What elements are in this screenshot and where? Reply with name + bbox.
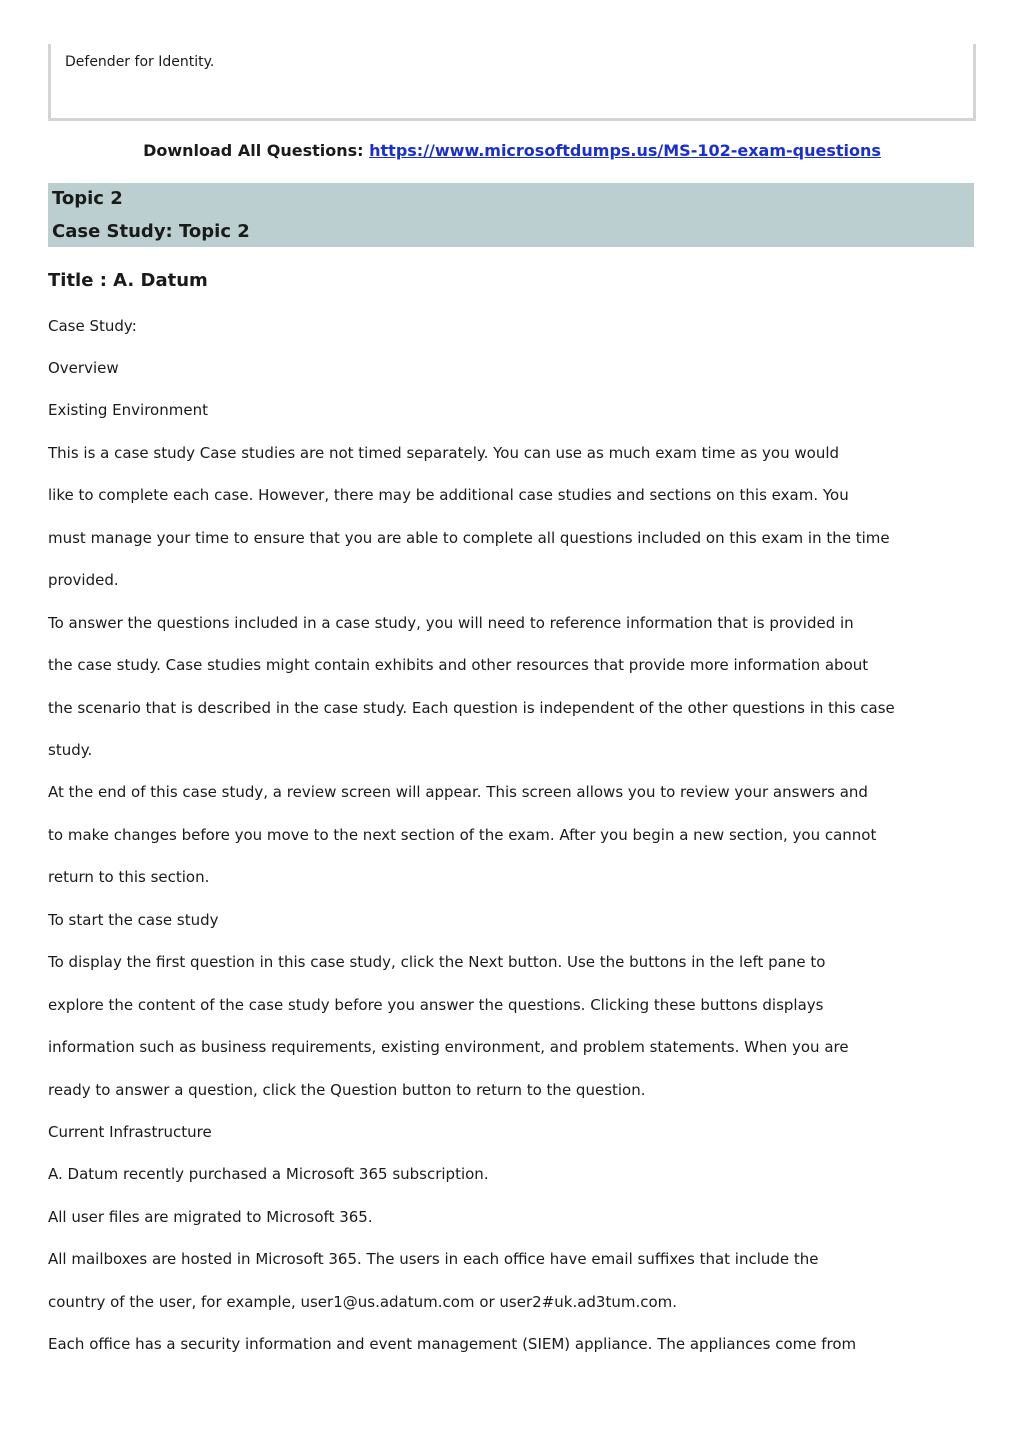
topic-header [48,183,974,247]
body-line: study. [48,741,93,759]
download-label: Download All Questions: [143,141,364,160]
case-study-heading: Case Study: Topic 2 [52,221,250,242]
body-line: All user files are migrated to Microsoft 365. [48,1208,373,1226]
body-line: Case Study: [48,317,137,335]
body-line: Current Infrastructure [48,1123,212,1141]
case-title: Title : A. Datum [48,270,208,291]
previous-answer-text: Defender for Identity. [65,54,215,70]
body-line: explore the content of the case study before you answer the questions. Clicking these buttons displays [48,996,824,1014]
body-line: This is a case study Case studies are not timed separately. You can use as much exam time as you would [48,444,840,462]
body-line: the scenario that is described in the case study. Each question is independent of the other questions in this case [48,699,895,717]
body-line: To answer the questions included in a case study, you will need to reference information that is provided in [48,614,854,632]
body-line: must manage your time to ensure that you are able to complete all questions included on this exam in the time [48,529,890,547]
body-line: like to complete each case. However, there may be additional case studies and sections on this exam. You [48,486,849,504]
download-banner [0,141,1024,161]
body-line: Existing Environment [48,401,208,419]
body-line: ready to answer a question, click the Question button to return to the question. [48,1081,646,1099]
body-line: to make changes before you move to the next section of the exam. After you begin a new section, you cannot [48,826,877,844]
body-line: country of the user, for example, user1@us.adatum.com or user2#uk.ad3tum.com. [48,1293,678,1311]
body-line: At the end of this case study, a review screen will appear. This screen allows you to review your answers and [48,783,868,801]
body-line: A. Datum recently purchased a Microsoft 365 subscription. [48,1165,489,1183]
body-line: To display the first question in this case study, click the Next button. Use the buttons in the left pane to [48,953,826,971]
topic-number: Topic 2 [52,188,123,209]
download-link[interactable]: https://www.microsoftdumps.us/MS-102-exam-questions [369,141,881,160]
body-line: To start the case study [48,911,219,929]
body-line: return to this section. [48,868,210,886]
body-line: Each office has a security information and event management (SIEM) appliance. The appliances come from [48,1335,857,1353]
body-line: provided. [48,571,119,589]
body-line: Overview [48,359,119,377]
body-line: the case study. Case studies might contain exhibits and other resources that provide more information about [48,656,869,674]
body-line: information such as business requirements, existing environment, and problem statements. When you are [48,1038,849,1056]
body-line: All mailboxes are hosted in Microsoft 365. The users in each office have email suffixes that include the [48,1250,819,1268]
previous-answer-box [48,44,976,121]
